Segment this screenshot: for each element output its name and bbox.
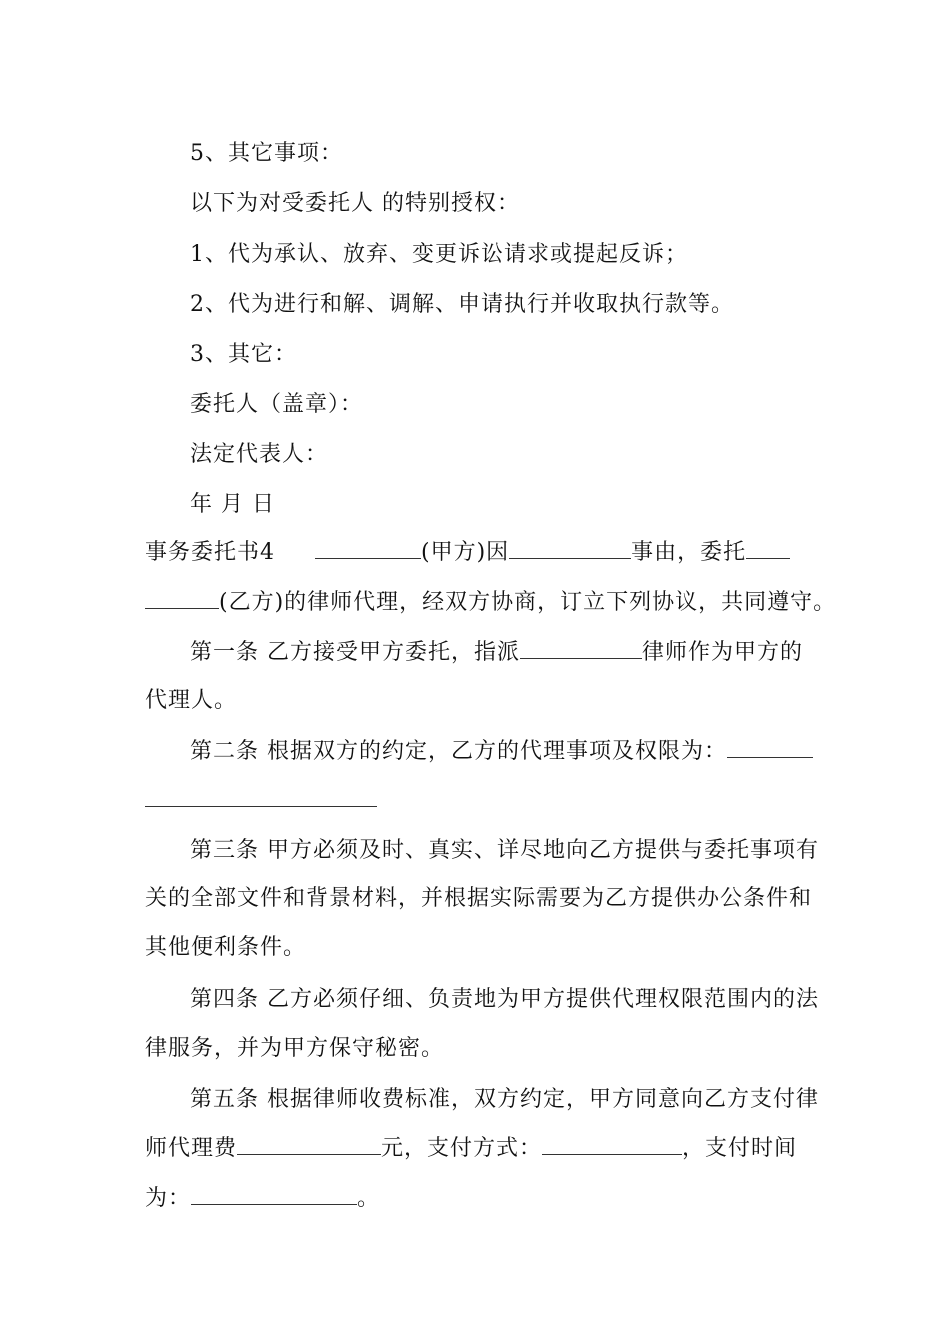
fee-amount-blank	[237, 1136, 381, 1155]
date-line: 年 月 日	[190, 492, 275, 517]
matter-blank	[509, 540, 631, 559]
contract-second-line	[145, 588, 836, 618]
payment-time-prefix: 为：	[145, 1186, 192, 1211]
article-4-line-2: 律服务，并为甲方保守秘密。	[145, 1036, 445, 1061]
section-title: 事务委托书4	[145, 540, 275, 565]
article-2-line	[190, 737, 813, 767]
item-other-matters: 5、其它事项：	[190, 141, 343, 166]
article-1-line-1	[190, 638, 803, 668]
article-5-line-2	[145, 1134, 797, 1164]
payment-time-blank	[191, 1186, 357, 1205]
article-5-line-3	[145, 1184, 380, 1214]
authorization-item-1: 1、代为承认、放弃、变更诉讼请求或提起反诉；	[190, 242, 688, 267]
agency-fee-label: 师代理费	[145, 1136, 238, 1161]
payment-method-label: 元，支付方式：	[381, 1136, 543, 1161]
article-4-line-1: 第四条 乙方必须仔细、负责地为甲方提供代理权限范围内的法	[190, 987, 819, 1012]
payment-method-blank	[542, 1136, 682, 1155]
authorization-item-3: 3、其它：	[190, 342, 297, 367]
principal-seal-label: 委托人（盖章）：	[190, 392, 364, 417]
payment-time-label: ，支付时间	[682, 1136, 798, 1161]
party-a-blank	[315, 540, 421, 559]
agency-scope-blank-continued	[145, 806, 377, 807]
party-a-cause-text: (甲方)因	[421, 540, 510, 565]
article-1-text: 第一条 乙方接受甲方委托，指派	[190, 640, 520, 665]
contract-first-line	[145, 538, 790, 568]
article-5-line-1: 第五条 根据律师收费标准，双方约定，甲方同意向乙方支付律	[190, 1087, 819, 1112]
special-authorization-heading: 以下为对受委托人 的特别授权：	[190, 191, 520, 216]
article-3-line-2: 关的全部文件和背景材料，并根据实际需要为乙方提供办公条件和	[145, 886, 813, 911]
article-1-text-2: 律师作为甲方的	[642, 640, 804, 665]
matter-entrust-text: 事由，委托	[631, 540, 747, 565]
lawyer-name-blank	[520, 640, 642, 659]
party-b-agreement-text: (乙方)的律师代理，经双方协商，订立下列协议，共同遵守。	[219, 590, 837, 615]
authorization-item-2: 2、代为进行和解、调解、申请执行并收取执行款等。	[190, 292, 734, 317]
article-2-text: 第二条 根据双方的约定，乙方的代理事项及权限为：	[190, 739, 727, 764]
party-b-blank-end	[145, 590, 219, 609]
legal-representative-label: 法定代表人：	[190, 442, 329, 467]
article-1-line-2: 代理人。	[145, 688, 238, 713]
sentence-end: 。	[357, 1186, 381, 1211]
article-3-line-3: 其他便利条件。	[145, 935, 307, 960]
article-3-line-1: 第三条 甲方必须及时、真实、详尽地向乙方提供与委托事项有	[190, 838, 819, 863]
agency-scope-blank	[727, 739, 813, 758]
party-b-blank-start	[746, 540, 790, 559]
